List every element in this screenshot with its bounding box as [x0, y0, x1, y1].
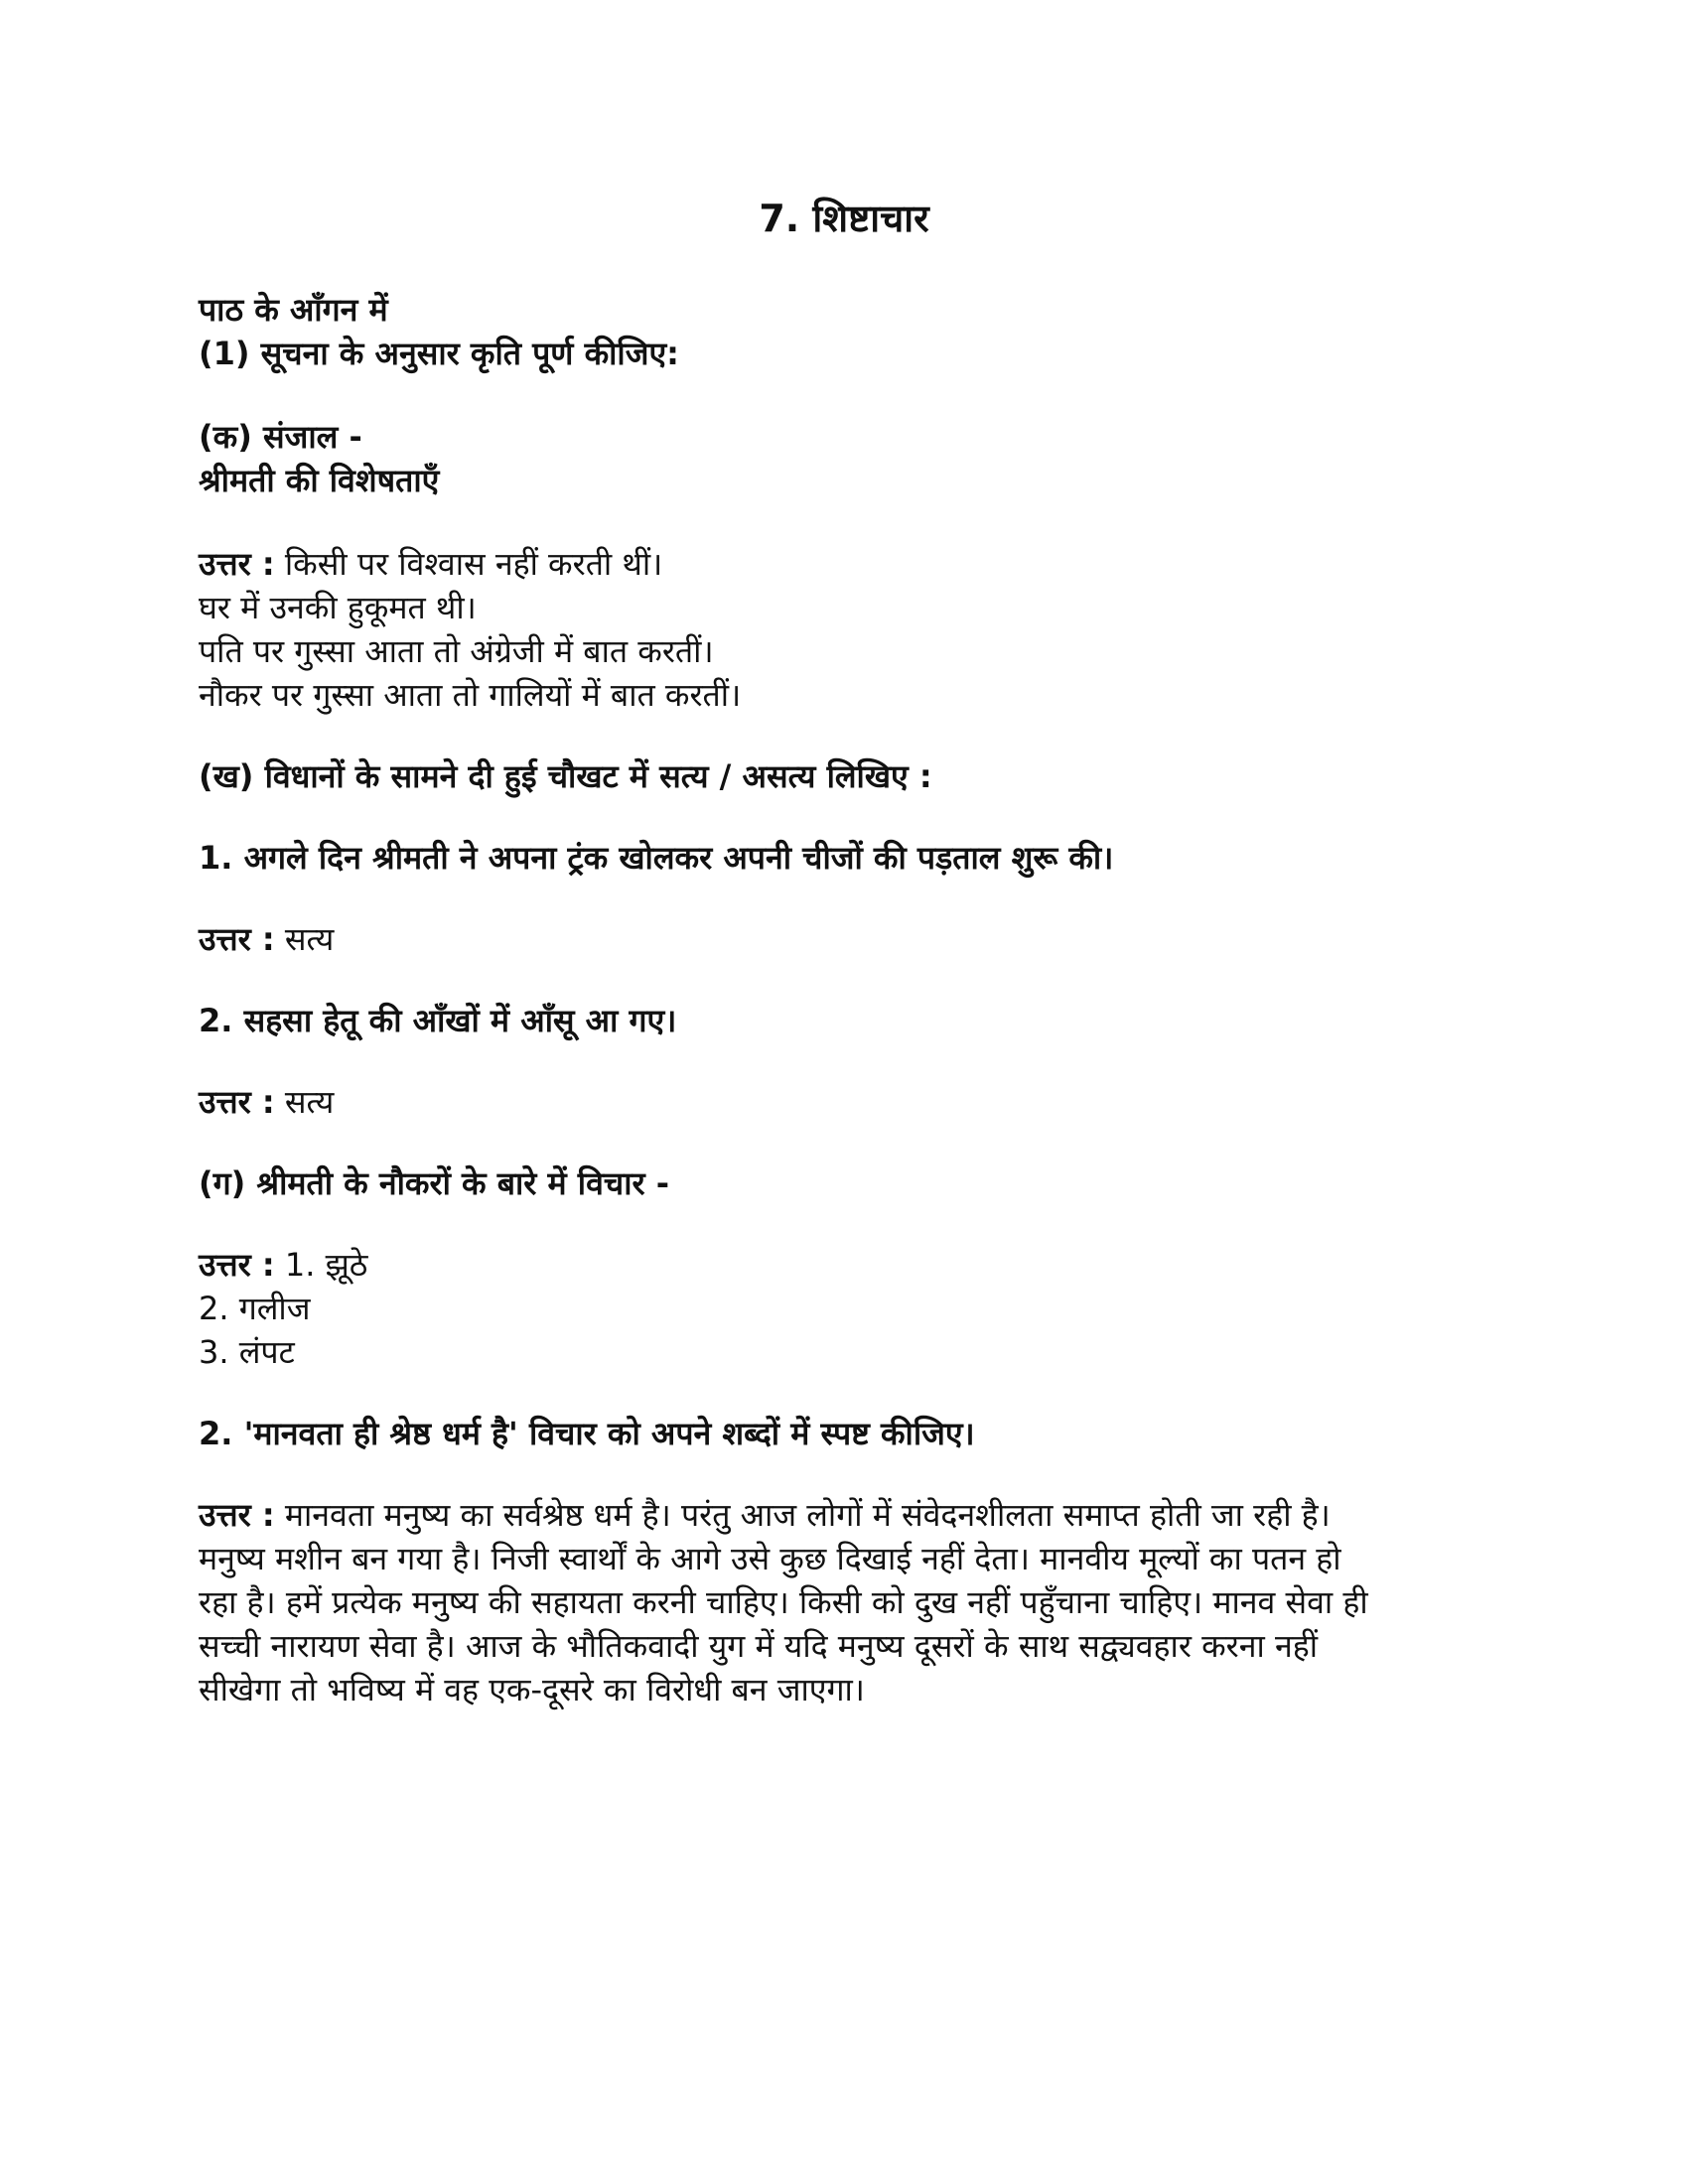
document-body: [199, 288, 1509, 1711]
part-ka-subheading: श्रीमती की विशेषताएँ: [199, 462, 440, 499]
answer-label: उत्तर :: [199, 1083, 275, 1121]
part-kha-question: 2. सहसा हेतू की आँखों में आँसू आ गए।: [199, 1002, 677, 1039]
question-1-heading: (1) सूचना के अनुसार कृति पूर्ण कीजिए:: [199, 335, 679, 372]
chapter-title: 7. शिष्टाचार: [759, 197, 929, 240]
part-ka-answer-line: नौकर पर गुस्सा आता तो गालियों में बात करतीं।: [199, 676, 742, 714]
part-ga-heading: (ग) श्रीमती के नौकरों के बारे में विचार -: [199, 1164, 669, 1202]
question-2-answer-line: सीखेगा तो भविष्य में वह एक-दूसरे का विरोधी बन जाएगा।: [199, 1671, 865, 1708]
answer-label: उत्तर :: [199, 920, 275, 958]
answer-label: उत्तर :: [199, 1246, 275, 1284]
question-2-answer-line: मनुष्य मशीन बन गया है। निजी स्वार्थों के आगे उसे कुछ दिखाई नहीं देता। मानवीय मूल्यों का पतन हो: [199, 1540, 1341, 1577]
part-ga-answer-line: [199, 1243, 1509, 1287]
answer-text: किसी पर विश्वास नहीं करती थीं।: [284, 545, 663, 583]
answer-label: उत्तर :: [199, 545, 275, 583]
part-ka-answer-line: घर में उनकी हुकूमत थी।: [199, 589, 477, 626]
question-2-answer-line: सच्ची नारायण सेवा है। आज के भौतिकवादी युग में यदि मनुष्य दूसरों के साथ सद्व्यवहार करना नहीं: [199, 1627, 1319, 1665]
section-heading: पाठ के आँगन में: [199, 291, 388, 329]
part-ka-heading: (क) संजाल -: [199, 418, 362, 456]
question-2-heading: 2. 'मानवता ही श्रेष्ठ धर्म है' विचार को अपने शब्दों में स्पष्ट कीजिए।: [199, 1415, 975, 1452]
answer-text: 1. झूठे: [284, 1246, 368, 1284]
part-kha-answer: [199, 1080, 1509, 1124]
part-kha-answer: [199, 917, 1509, 961]
part-ga-answer-line: 2. गलीज: [199, 1290, 311, 1327]
question-2-answer-line: रहा है। हमें प्रत्येक मनुष्य की सहायता करनी चाहिए। किसी को दुख नहीं पहुँचाना चाहिए। मानव सेवा ही: [199, 1583, 1368, 1621]
part-ga-answer-line: 3. लंपट: [199, 1333, 295, 1371]
part-ka-answer-line: पति पर गुस्सा आता तो अंग्रेजी में बात करतीं।: [199, 632, 714, 670]
answer-text: सत्य: [284, 920, 335, 958]
answer-text: मानवता मनुष्य का सर्वश्रेष्ठ धर्म है। परंतु आज लोगों में संवेदनशीलता समाप्त होती जा रही है।: [284, 1496, 1331, 1534]
answer-text: सत्य: [284, 1083, 335, 1121]
answer-label: उत्तर :: [199, 1496, 275, 1534]
part-ka-answer-line: [199, 542, 1509, 586]
part-kha-question: 1. अगले दिन श्रीमती ने अपना ट्रंक खोलकर अपनी चीजों की पड़ताल शुरू की।: [199, 839, 1114, 877]
part-kha-heading: (ख) विधानों के सामने दी हुई चौखट में सत्य / असत्य लिखिए :: [199, 757, 932, 795]
question-2-answer-line: [199, 1493, 1509, 1537]
